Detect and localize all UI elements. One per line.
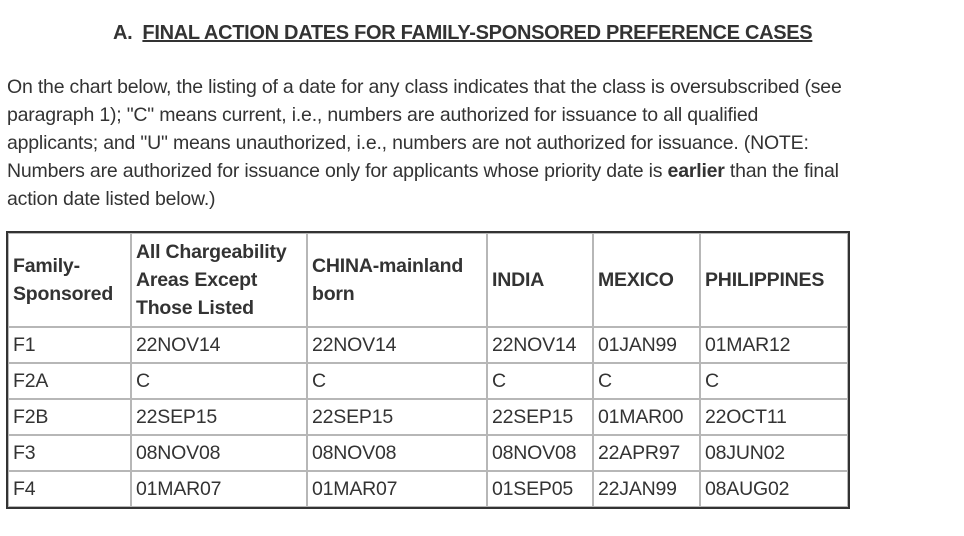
table-cell: 22NOV14 [487, 327, 593, 363]
table-cell: F2A [8, 363, 131, 399]
table-cell: C [700, 363, 848, 399]
table-cell: 22JAN99 [593, 471, 700, 507]
table-cell: C [307, 363, 487, 399]
table-cell: 22OCT11 [700, 399, 848, 435]
table-cell: F1 [8, 327, 131, 363]
section-title: FINAL ACTION DATES FOR FAMILY-SPONSORED PREFERENCE CASES [142, 22, 813, 44]
table-cell: 22NOV14 [307, 327, 487, 363]
table-row [8, 399, 848, 435]
header-china: CHINA-mainland born [307, 233, 487, 327]
table-cell: 22NOV14 [131, 327, 307, 363]
table-cell: 01MAR07 [131, 471, 307, 507]
table-cell: 01SEP05 [487, 471, 593, 507]
header-all-chargeability: All Chargeability Areas Except Those Listed [131, 233, 307, 327]
table-cell: C [593, 363, 700, 399]
table-row [8, 363, 848, 399]
table-cell: 01MAR00 [593, 399, 700, 435]
table-cell: 22SEP15 [307, 399, 487, 435]
table-cell: 01MAR07 [307, 471, 487, 507]
table-cell: 01JAN99 [593, 327, 700, 363]
table-row [8, 471, 848, 507]
table-cell: C [487, 363, 593, 399]
header-philippines: PHILIPPINES [700, 233, 848, 327]
table-cell: 08JUN02 [700, 435, 848, 471]
table-cell: 08NOV08 [131, 435, 307, 471]
table-cell: 08NOV08 [487, 435, 593, 471]
table-row [8, 435, 848, 471]
section-heading [113, 22, 812, 45]
intro-paragraph [7, 73, 847, 213]
final-action-dates-table [7, 232, 849, 508]
table-cell: 01MAR12 [700, 327, 848, 363]
table-cell: 22SEP15 [487, 399, 593, 435]
table-cell: F2B [8, 399, 131, 435]
header-india: INDIA [487, 233, 593, 327]
section-letter: A. [113, 22, 133, 44]
table-cell: F4 [8, 471, 131, 507]
header-mexico: MEXICO [593, 233, 700, 327]
table-cell: F3 [8, 435, 131, 471]
table-cell: 22SEP15 [131, 399, 307, 435]
header-family-sponsored: Family-Sponsored [8, 233, 131, 327]
table-cell: 08AUG02 [700, 471, 848, 507]
table-row [8, 327, 848, 363]
intro-emphasis: earlier [667, 160, 725, 182]
table-header-row [8, 233, 848, 327]
intro-text-part1: On the chart below, the listing of a date for any class indicates that the class is oversubscribed (see paragraph 1); "C" means current, i.e., numbers are authorized for issuance to all qualified applicants; and "U" means unauthorized, i.e., numbers are not authorized for issuance. (NOTE: Numbers are authorized for issuance only for applicants whose priority date is [7, 76, 842, 182]
intro-text-part2: than the final action date listed below.) [7, 160, 839, 210]
table-cell: 08NOV08 [307, 435, 487, 471]
table-cell: C [131, 363, 307, 399]
table-cell: 22APR97 [593, 435, 700, 471]
